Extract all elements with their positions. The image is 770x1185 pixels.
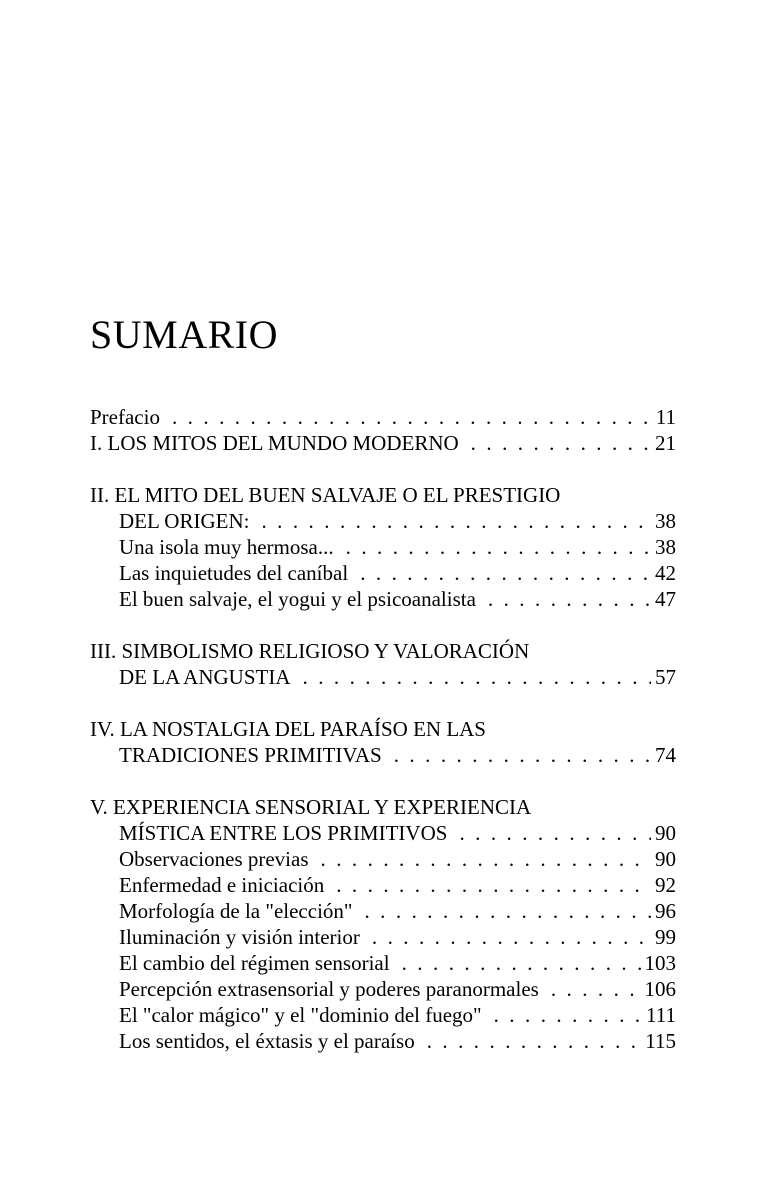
toc-entry	[90, 508, 676, 534]
toc-entry-title: II. EL MITO DEL BUEN SALVAJE O EL PRESTIGIO	[90, 483, 561, 507]
toc-entry-title: DE LA ANGUSTIA	[119, 665, 291, 689]
toc-entry-title: DEL ORIGEN:	[119, 509, 250, 533]
toc-chapter-heading	[90, 716, 676, 742]
toc-entry-page: 21	[655, 431, 676, 455]
toc-entry	[90, 950, 676, 976]
table-of-contents	[90, 404, 676, 1054]
toc-entry-title: I. LOS MITOS DEL MUNDO MODERNO	[90, 431, 459, 455]
toc-entry	[90, 534, 676, 560]
toc-entry-page: 111	[646, 1003, 676, 1027]
toc-entry	[90, 1002, 676, 1028]
toc-entry-page: 11	[655, 405, 676, 429]
toc-entry-page: 90	[655, 821, 676, 845]
leader-dots	[471, 430, 651, 456]
toc-entry-title: Iluminación y visión interior	[119, 925, 360, 949]
toc-entry	[90, 586, 676, 612]
leader-dots	[321, 846, 651, 872]
toc-entry	[90, 560, 676, 586]
toc-entry-title: IV. LA NOSTALGIA DEL PARAÍSO EN LAS	[90, 717, 486, 741]
toc-entry-title: Morfología de la "elección"	[119, 899, 353, 923]
toc-entry-title: Observaciones previas	[119, 847, 309, 871]
leader-dots	[336, 872, 651, 898]
toc-entry-title: TRADICIONES PRIMITIVAS	[119, 743, 382, 767]
leader-dots	[346, 534, 651, 560]
leader-dots	[261, 508, 651, 534]
toc-entry-page: 103	[644, 951, 676, 975]
page-title: SUMARIO	[90, 312, 278, 357]
toc-entry-page: 99	[655, 925, 676, 949]
toc-entry-page: 74	[655, 743, 676, 767]
leader-dots	[494, 1002, 642, 1028]
toc-entry-title: V. EXPERIENCIA SENSORIAL Y EXPERIENCIA	[90, 795, 532, 819]
leader-dots	[459, 820, 651, 846]
section-gap	[90, 690, 676, 716]
toc-entry	[90, 430, 676, 456]
toc-entry-page: 115	[645, 1029, 676, 1053]
toc-entry	[90, 898, 676, 924]
toc-entry	[90, 404, 676, 430]
section-gap	[90, 456, 676, 482]
toc-entry-page: 92	[655, 873, 676, 897]
toc-entry-page: 106	[644, 977, 676, 1001]
leader-dots	[360, 560, 651, 586]
leader-dots	[427, 1028, 642, 1054]
toc-entry-page: 57	[655, 665, 676, 689]
toc-entry-title: Prefacio	[90, 405, 160, 429]
toc-entry	[90, 872, 676, 898]
leader-dots	[303, 664, 652, 690]
toc-entry-title: Percepción extrasensorial y poderes paranormales	[119, 977, 539, 1001]
toc-entry-title: El "calor mágico" y el "dominio del fuego"	[119, 1003, 482, 1027]
leader-dots	[372, 924, 651, 950]
toc-entry-title: Enfermedad e iniciación	[119, 873, 325, 897]
toc-entry-title: Los sentidos, el éxtasis y el paraíso	[119, 1029, 415, 1053]
toc-entry	[90, 924, 676, 950]
leader-dots	[364, 898, 651, 924]
section-gap	[90, 768, 676, 794]
toc-entry-page: 38	[655, 535, 676, 559]
toc-entry-page: 96	[655, 899, 676, 923]
toc-entry-page: 90	[655, 847, 676, 871]
toc-entry-page: 47	[655, 587, 676, 611]
leader-dots	[172, 404, 652, 430]
toc-entry	[90, 742, 676, 768]
toc-entry	[90, 1028, 676, 1054]
toc-chapter-heading	[90, 794, 676, 820]
leader-dots	[488, 586, 651, 612]
toc-entry-page: 42	[655, 561, 676, 585]
toc-entry-page: 38	[655, 509, 676, 533]
toc-entry	[90, 976, 676, 1002]
toc-entry-title: Una isola muy hermosa...	[119, 535, 334, 559]
toc-entry	[90, 664, 676, 690]
toc-entry	[90, 846, 676, 872]
toc-entry-title: III. SIMBOLISMO RELIGIOSO Y VALORACIÓN	[90, 639, 530, 663]
leader-dots	[402, 950, 641, 976]
leader-dots	[551, 976, 641, 1002]
toc-entry	[90, 820, 676, 846]
toc-entry-title: El buen salvaje, el yogui y el psicoanalista	[119, 587, 476, 611]
toc-entry-title: MÍSTICA ENTRE LOS PRIMITIVOS	[119, 821, 448, 845]
toc-entry-title: El cambio del régimen sensorial	[119, 951, 390, 975]
section-gap	[90, 612, 676, 638]
toc-entry-title: Las inquietudes del caníbal	[119, 561, 349, 585]
toc-chapter-heading	[90, 482, 676, 508]
toc-chapter-heading	[90, 638, 676, 664]
leader-dots	[394, 742, 651, 768]
